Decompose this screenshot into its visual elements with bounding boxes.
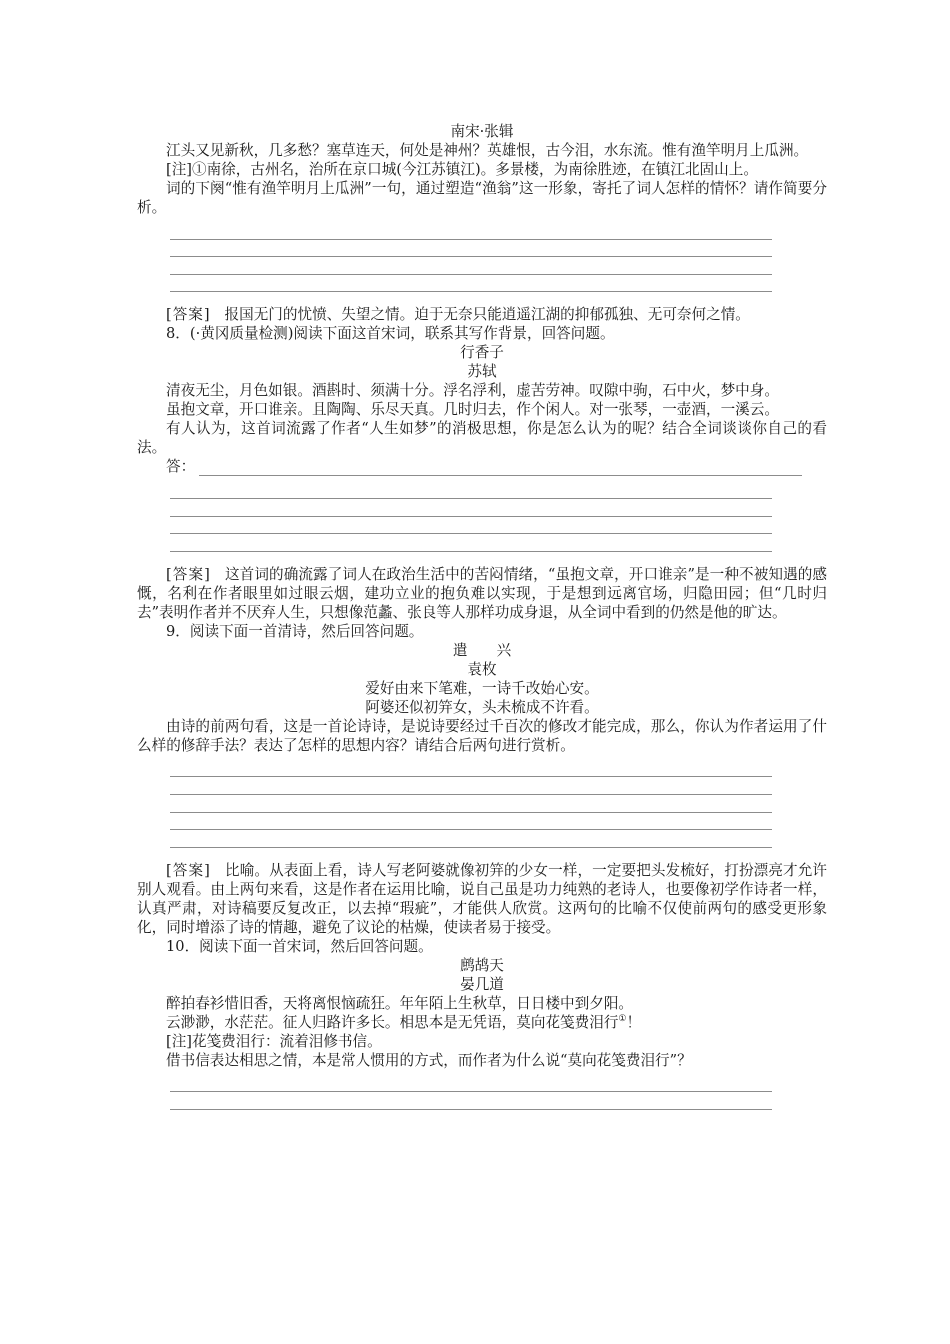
question-heading: 10．阅读下面一首宋词，然后回答问题。	[166, 937, 433, 955]
question-heading: 9．阅读下面一首清诗，然后回答问题。	[166, 622, 424, 640]
poem-line-end: ！	[626, 1013, 642, 1031]
document-page	[137, 122, 827, 1115]
answer-line[interactable]	[170, 222, 772, 240]
answer-line[interactable]	[199, 461, 802, 476]
answer-lines	[170, 760, 772, 848]
poem-line	[137, 1013, 827, 1032]
poem-stanza: 虽抱文章，开口谁亲。且陶陶、乐尽天真。几时归去，作个闲人。对一张琴，一壶酒，一溪云。	[166, 401, 779, 419]
answer-line[interactable]	[170, 830, 772, 848]
answer-body: 这首词的确流露了词人在政治生活中的苦闷情绪，“虽抱文章，开口谁亲”是一种不被知遇的感慨，名利在作者眼里如过眼云烟，建功立业的抱负难以实现，于是想到远离官场，归隐田园；但“几时归去”表明作者并不厌弃人生，只想像范蠡、张良等人那样功成身退，从全词中看到的仍然是他的旷达。	[137, 565, 828, 621]
poem-author: 南宋·张辑	[450, 123, 514, 140]
answer-line[interactable]	[170, 777, 772, 795]
poem-author: 袁枚	[467, 660, 497, 678]
answer-line[interactable]	[170, 1092, 772, 1110]
answer-line[interactable]	[170, 760, 772, 778]
answer-line[interactable]	[170, 1075, 772, 1093]
poem-title: 鹧鸪天	[460, 956, 504, 974]
answer-line[interactable]	[170, 499, 772, 517]
poem-line-text: 云渺渺，水茫茫。征人归路许多长。相思本是无凭语，莫向花笺费泪行	[166, 1013, 619, 1031]
poem-note: [注]花笺费泪行：流着泪修书信。	[166, 1032, 382, 1050]
question-text: 由诗的前两句看，这是一首论诗诗，是说诗要经过千百次的修改才能完成，那么，你认为作者运用了什么样的修辞手法？表达了怎样的思想内容？请结合后两句进行赏析。	[137, 717, 827, 754]
poem-stanza: 清夜无尘，月色如银。酒斟时、须满十分。浮名浮利，虚苦劳神。叹隙中驹，石中火，梦中身。	[166, 382, 779, 400]
question-heading: 8．(·黄冈质量检测)阅读下面这首宋词，联系其写作背景，回答问题。	[166, 325, 615, 343]
answer-prompt: 答：	[166, 458, 196, 476]
answer-tag: [答案]	[166, 306, 211, 324]
answer-lines	[170, 1075, 772, 1110]
answer-text	[137, 305, 827, 324]
footnote-marker: ①	[618, 1013, 627, 1024]
answer-tag: [答案]	[166, 861, 211, 879]
answer-tag: [答案]	[166, 565, 211, 583]
answer-text	[137, 861, 827, 937]
answer-body: 报国无门的忧愤、失望之情。迫于无奈只能逍遥江湖的抑郁孤独、无可奈何之情。	[224, 306, 750, 324]
question-text: 词的下阕“惟有渔竿明月上瓜洲”一句，通过塑造“渔翁”这一形象，寄托了词人怎样的情怀？请作简要分析。	[137, 180, 827, 216]
poem-line: 醉拍春衫惜旧香，天将离恨恼疏狂。年年陌上生秋草，日日楼中到夕阳。	[166, 994, 634, 1012]
answer-line[interactable]	[170, 481, 772, 499]
answer-line[interactable]	[170, 257, 772, 275]
answer-line[interactable]	[170, 795, 772, 813]
answer-lines	[170, 481, 772, 551]
answer-line[interactable]	[170, 240, 772, 258]
poem-text: 江头又见新秋，几多愁？塞草连天，何处是神州？英雄恨，古今泪，水东流。惟有渔竿明月上瓜洲。	[166, 142, 809, 159]
answer-prompt-line	[166, 457, 827, 476]
answer-body: 比喻。从表面上看，诗人写老阿婆就像初笄的少女一样，一定要把头发梳好，打扮漂亮才允许别人观看。由上两句来看，这是作者在运用比喻，说自己虽是功力纯熟的老诗人，也要像初学作诗者一样，认真严肃，对诗稿要反复改正，以去掉“瑕疵”，才能供人欣赏。这两句的比喻不仅使前两句的感受更形象化，同时增添了诗的情趣，避免了议论的枯燥，使读者易于接受。	[137, 861, 827, 936]
poem-line: 爱好由来下笔难，一诗千改始心安。	[365, 679, 599, 697]
answer-text	[137, 565, 827, 622]
answer-lines	[170, 222, 772, 292]
poem-line: 阿婆还似初笄女，头未梳成不许看。	[365, 698, 599, 716]
question-text: 有人认为，这首词流露了作者“人生如梦”的消极思想，你是怎么认为的呢？结合全词谈谈你自己的看法。	[137, 420, 827, 457]
question-text: 借书信表达相思之情，本是常人惯用的方式，而作者为什么说“莫向花笺费泪行”？	[166, 1051, 692, 1069]
answer-line[interactable]	[170, 534, 772, 552]
answer-line[interactable]	[170, 813, 772, 831]
answer-line[interactable]	[170, 275, 772, 293]
poem-title: 遣 兴	[452, 641, 512, 659]
poem-note: [注]①南徐，古州名，治所在京口城(今江苏镇江)。多景楼，为南徐胜迹，在镇江北固山上。	[166, 161, 758, 178]
answer-line[interactable]	[170, 517, 772, 535]
poem-author: 晏几道	[460, 975, 504, 993]
poem-author: 苏轼	[467, 363, 497, 381]
poem-title: 行香子	[460, 344, 504, 362]
